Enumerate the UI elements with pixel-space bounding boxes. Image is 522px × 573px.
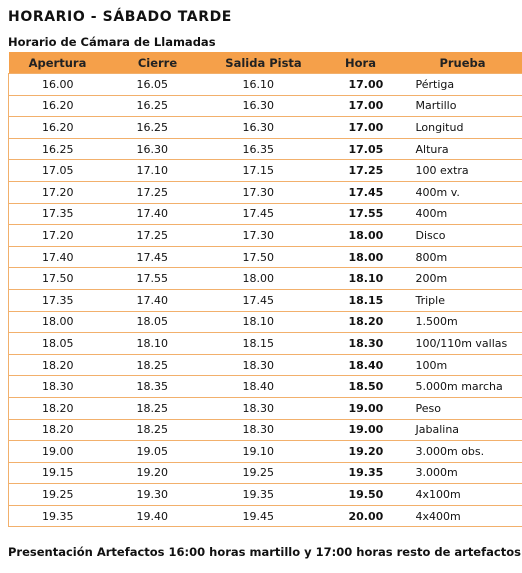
cell-prueba: 3.000m obs. (403, 441, 522, 463)
header-salida-pista: Salida Pista (209, 52, 319, 74)
cell-apertura: 17.40 (9, 246, 107, 268)
cell-apertura: 17.20 (9, 181, 107, 203)
cell-salida-pista: 18.10 (209, 311, 319, 333)
table-row (9, 484, 522, 506)
cell-cierre: 18.35 (107, 376, 209, 398)
cell-apertura: 17.05 (9, 160, 107, 182)
cell-apertura: 16.20 (9, 117, 107, 139)
cell-prueba: Pértiga (403, 74, 522, 96)
section-subtitle: Horario de Cámara de Llamadas (8, 35, 216, 49)
cell-cierre: 17.55 (107, 268, 209, 290)
cell-hora: 20.00 (319, 505, 403, 527)
cell-cierre: 16.25 (107, 95, 209, 117)
cell-salida-pista: 17.30 (209, 181, 319, 203)
cell-hora: 18.00 (319, 225, 403, 247)
table-row (9, 160, 522, 182)
table-row (9, 505, 522, 527)
cell-cierre: 17.25 (107, 181, 209, 203)
cell-salida-pista: 16.10 (209, 74, 319, 96)
cell-apertura: 16.20 (9, 95, 107, 117)
cell-salida-pista: 17.15 (209, 160, 319, 182)
cell-salida-pista: 19.35 (209, 484, 319, 506)
cell-apertura: 18.00 (9, 311, 107, 333)
table-row (9, 441, 522, 463)
table-row (9, 246, 522, 268)
cell-prueba: 5.000m marcha (403, 376, 522, 398)
table-header-row (9, 52, 522, 74)
cell-cierre: 18.05 (107, 311, 209, 333)
cell-hora: 18.20 (319, 311, 403, 333)
cell-prueba: 3.000m (403, 462, 522, 484)
table-row (9, 117, 522, 139)
cell-apertura: 18.05 (9, 333, 107, 355)
table-row (9, 138, 522, 160)
cell-apertura: 16.25 (9, 138, 107, 160)
cell-prueba: Disco (403, 225, 522, 247)
cell-hora: 19.50 (319, 484, 403, 506)
table-row (9, 225, 522, 247)
cell-cierre: 18.25 (107, 354, 209, 376)
cell-salida-pista: 18.00 (209, 268, 319, 290)
cell-salida-pista: 19.45 (209, 505, 319, 527)
table-row (9, 333, 522, 355)
cell-hora: 19.35 (319, 462, 403, 484)
cell-prueba: 100m (403, 354, 522, 376)
table-row (9, 203, 522, 225)
cell-cierre: 17.10 (107, 160, 209, 182)
cell-prueba: 1.500m (403, 311, 522, 333)
cell-cierre: 19.20 (107, 462, 209, 484)
cell-prueba: 800m (403, 246, 522, 268)
cell-salida-pista: 17.50 (209, 246, 319, 268)
table-row (9, 181, 522, 203)
cell-hora: 17.05 (319, 138, 403, 160)
header-apertura: Apertura (9, 52, 107, 74)
header-prueba: Prueba (403, 52, 522, 74)
cell-prueba: 4x100m (403, 484, 522, 506)
table-row (9, 354, 522, 376)
cell-apertura: 17.35 (9, 203, 107, 225)
cell-prueba: 4x400m (403, 505, 522, 527)
cell-hora: 19.00 (319, 397, 403, 419)
cell-apertura: 19.25 (9, 484, 107, 506)
cell-apertura: 18.20 (9, 397, 107, 419)
cell-prueba: Longitud (403, 117, 522, 139)
table-body (9, 74, 522, 527)
table-row (9, 95, 522, 117)
cell-prueba: Jabalina (403, 419, 522, 441)
header-hora: Hora (319, 52, 403, 74)
footer-note: Presentación Artefactos 16:00 horas martillo y 17:00 horas resto de artefactos (8, 545, 521, 559)
cell-hora: 18.00 (319, 246, 403, 268)
cell-salida-pista: 16.30 (209, 95, 319, 117)
cell-hora: 18.50 (319, 376, 403, 398)
cell-cierre: 18.25 (107, 419, 209, 441)
cell-hora: 19.00 (319, 419, 403, 441)
cell-salida-pista: 18.30 (209, 354, 319, 376)
table-row (9, 268, 522, 290)
cell-cierre: 17.40 (107, 289, 209, 311)
cell-cierre: 17.40 (107, 203, 209, 225)
cell-cierre: 19.05 (107, 441, 209, 463)
cell-apertura: 18.30 (9, 376, 107, 398)
cell-salida-pista: 18.40 (209, 376, 319, 398)
cell-prueba: 100/110m vallas (403, 333, 522, 355)
cell-apertura: 18.20 (9, 419, 107, 441)
cell-hora: 17.00 (319, 95, 403, 117)
cell-cierre: 18.25 (107, 397, 209, 419)
cell-cierre: 19.30 (107, 484, 209, 506)
cell-cierre: 17.45 (107, 246, 209, 268)
cell-hora: 17.45 (319, 181, 403, 203)
cell-cierre: 19.40 (107, 505, 209, 527)
page-title: HORARIO - SÁBADO TARDE (8, 9, 232, 25)
cell-salida-pista: 17.45 (209, 289, 319, 311)
cell-prueba: Altura (403, 138, 522, 160)
header-cierre: Cierre (107, 52, 209, 74)
cell-salida-pista: 19.25 (209, 462, 319, 484)
table-row (9, 397, 522, 419)
table-row (9, 311, 522, 333)
cell-prueba: 100 extra (403, 160, 522, 182)
cell-prueba: 200m (403, 268, 522, 290)
cell-apertura: 17.35 (9, 289, 107, 311)
cell-hora: 18.40 (319, 354, 403, 376)
cell-salida-pista: 16.30 (209, 117, 319, 139)
cell-cierre: 16.30 (107, 138, 209, 160)
cell-hora: 19.20 (319, 441, 403, 463)
cell-hora: 18.15 (319, 289, 403, 311)
cell-apertura: 16.00 (9, 74, 107, 96)
cell-prueba: Peso (403, 397, 522, 419)
cell-cierre: 16.25 (107, 117, 209, 139)
cell-hora: 17.25 (319, 160, 403, 182)
cell-apertura: 17.50 (9, 268, 107, 290)
cell-apertura: 17.20 (9, 225, 107, 247)
cell-salida-pista: 18.15 (209, 333, 319, 355)
table-row (9, 462, 522, 484)
cell-apertura: 19.00 (9, 441, 107, 463)
cell-apertura: 19.35 (9, 505, 107, 527)
table-row (9, 289, 522, 311)
cell-salida-pista: 16.35 (209, 138, 319, 160)
cell-hora: 18.30 (319, 333, 403, 355)
cell-apertura: 19.15 (9, 462, 107, 484)
cell-hora: 17.55 (319, 203, 403, 225)
cell-prueba: 400m (403, 203, 522, 225)
table-row (9, 74, 522, 96)
cell-prueba: 400m v. (403, 181, 522, 203)
table-row (9, 419, 522, 441)
cell-hora: 17.00 (319, 117, 403, 139)
cell-cierre: 16.05 (107, 74, 209, 96)
cell-cierre: 18.10 (107, 333, 209, 355)
cell-apertura: 18.20 (9, 354, 107, 376)
cell-salida-pista: 18.30 (209, 419, 319, 441)
table-row (9, 376, 522, 398)
cell-salida-pista: 17.30 (209, 225, 319, 247)
cell-prueba: Triple (403, 289, 522, 311)
cell-hora: 18.10 (319, 268, 403, 290)
cell-salida-pista: 18.30 (209, 397, 319, 419)
cell-salida-pista: 19.10 (209, 441, 319, 463)
cell-hora: 17.00 (319, 74, 403, 96)
cell-prueba: Martillo (403, 95, 522, 117)
cell-cierre: 17.25 (107, 225, 209, 247)
cell-salida-pista: 17.45 (209, 203, 319, 225)
schedule-table (8, 52, 522, 527)
